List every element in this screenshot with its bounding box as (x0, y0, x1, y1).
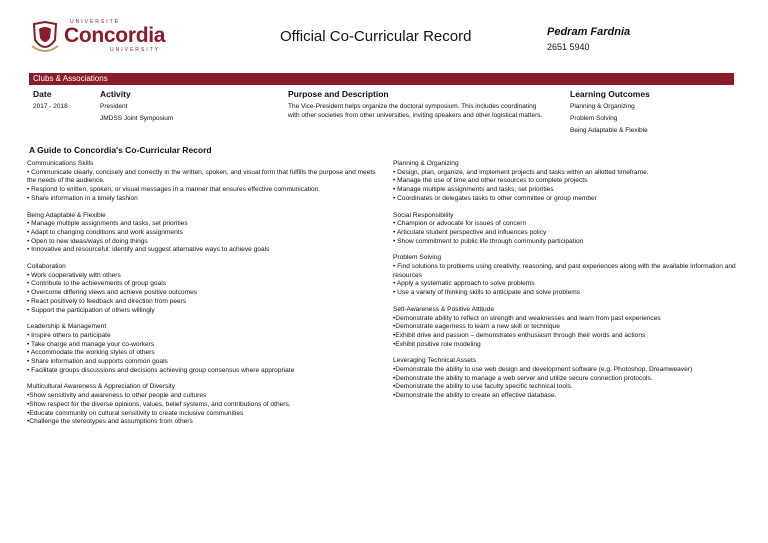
guide-section-leveraging-technical-assets (393, 357, 738, 401)
guide-bullet: • Accommodate the working styles of others (27, 349, 155, 357)
guide-bullet: • Support the participation of others willingly (27, 306, 155, 314)
guide-section-planning-organizing (393, 160, 738, 204)
guide-section-leadership-management (27, 323, 382, 375)
guide-bullet: • Use a variety of thinking skills to anticipate and solve problems (393, 289, 581, 297)
guide-section-heading: Self-Awareness & Positive Attitude (393, 305, 495, 313)
guide-section-social-responsibility (393, 212, 738, 247)
header-activity: Activity (100, 89, 131, 99)
guide-bullet: • Manage multiple assignments and tasks; set priorities (393, 186, 554, 194)
guide-bullet: • Manage multiple assignments and tasks, set priorities (27, 220, 188, 228)
guide-section-heading: Leveraging Technical Assets (393, 357, 477, 365)
guide-bullet: • Manage the use of time and other resources to complete projects (393, 177, 588, 185)
guide-bullet: • Adapt to changing conditions and work assignments (27, 228, 183, 236)
guide-bullet: • Articulate student perspective and influences policy (393, 228, 547, 236)
section-bar-clubs: Clubs & Associations (29, 73, 734, 85)
header-purpose: Purpose and Description (288, 89, 389, 99)
guide-bullet: •Demonstrate the ability to manage a web server and utilize secure connection protocols. (393, 374, 653, 382)
row-outcome-2: Problem Solving (570, 115, 618, 122)
guide-section-heading: Communications Skills (27, 160, 94, 167)
guide-bullet: •Show respect for the diverse opinions, values, belief systems, and contributions of others. (27, 400, 291, 408)
guide-section-collaboration (27, 263, 382, 315)
guide-right-column (393, 160, 738, 409)
guide-bullet: • Innovative and resourceful: identify and suggest alternative ways to achieve goals (27, 246, 270, 254)
logo-university-text: UNIVERSITY (110, 47, 161, 53)
guide-section-heading: Collaboration (27, 263, 66, 271)
guide-section-communications-skills (27, 160, 382, 204)
guide-bullet: •Demonstrate the ability to use web design and development software (e.g. Photoshop, Dreamweaver) (393, 366, 693, 374)
guide-bullet: •Demonstrate ability to reflect on strength and weaknesses and learn from past experiences (393, 314, 661, 322)
guide-bullet: • Design, plan, organize, and implement projects and tasks within an allotted timeframe. (393, 168, 649, 176)
guide-bullet: • Open to new ideas/ways of doing things (27, 237, 148, 245)
guide-bullet: • Share information in a timely fashion (27, 194, 138, 202)
concordia-crest-icon (30, 20, 60, 56)
logo-universite-text: UNIVERSITÉ (70, 19, 121, 25)
guide-left-column (27, 160, 382, 435)
concordia-logo (30, 18, 166, 60)
guide-bullet: • Coordinates or delegates tasks to other committee or group member (393, 194, 597, 202)
header-date: Date (33, 89, 52, 99)
row-activity-role: President (100, 103, 128, 110)
guide-bullet: • Communicate clearly, concisely and correctly in the written, spoken, and visual form that fulfills the purpose and meets the needs of the audience. (27, 168, 376, 185)
row-outcome-3: Being Adaptable & Flexible (570, 127, 648, 134)
guide-bullet: • Share information and supports common goals (27, 358, 168, 366)
guide-bullet: •Demonstrate the ability to use faculty specific technical tools. (393, 383, 573, 391)
guide-bullet: •Demonstrate eagerness to learn a new skill or technique (393, 323, 560, 331)
header-outcomes: Learning Outcomes (570, 89, 650, 99)
guide-section-self-awareness-positive-attitude (393, 306, 738, 350)
guide-bullet: •Show sensitivity and awareness to other people and cultures (27, 392, 207, 400)
guide-bullet: • Overcome differing views and achieve positive outcomes (27, 289, 198, 297)
guide-bullet: •Exhibit drive and passion – demonstrates enthusiasm through their words and actions (393, 331, 646, 339)
guide-section-heading: Problem Solving (393, 254, 442, 262)
row-outcome-1: Planning & Organizing (570, 103, 635, 110)
row-activity-name: JMDSS Joint Symposium (100, 115, 174, 122)
student-id: 2651 5940 (547, 42, 590, 52)
row-date: 2017 - 2018 (33, 103, 68, 110)
guide-bullet: • Contribute to the achievements of group goals (27, 280, 167, 288)
row-purpose: The Vice-President helps organize the doctoral symposium. This includes coordinating with other societies from other universities, inviting speakers and other logistical matters. (288, 103, 543, 119)
guide-bullet: • Work cooperatively with others (27, 271, 121, 279)
guide-bullet: •Exhibit positive role modeling (393, 340, 481, 348)
guide-section-heading: Social Responsibility (393, 211, 454, 219)
guide-bullet: • Find solutions to problems using creativity, reasoning, and past experiences along with the available information and resources (393, 263, 736, 279)
guide-section-heading: Being Adaptable & Flexible (27, 211, 106, 219)
guide-bullet: • Champion or advocate for issues of concern (393, 220, 527, 228)
guide-bullet: • React positively to feedback and direction from peers (27, 297, 187, 305)
guide-section-heading: Leadership & Management (27, 323, 107, 331)
guide-section-heading: Planning & Organizing (393, 160, 459, 167)
guide-bullet: •Demonstrate the ability to create an effective database. (393, 392, 557, 400)
guide-section-multicultural-awareness-appreciation-of-diversity (27, 383, 382, 427)
student-name: Pedram Fardnia (547, 26, 631, 38)
guide-bullet: • Facilitate groups discussions and decisions achieving group consensus where appropriate (27, 366, 295, 374)
guide-bullet: • Take charge and manage your co-workers (27, 340, 155, 348)
guide-bullet: • Apply a systematic approach to solve problems (393, 280, 535, 288)
guide-section-heading: Multicultural Awareness & Appreciation of Diversity (27, 383, 175, 391)
guide-bullet: • Respond to written, spoken, or visual messages in a manner that ensures effective communication. (27, 186, 321, 194)
guide-section-problem-solving (393, 254, 738, 298)
guide-bullet: •Educate community on cultural sensitivity to create inclusive communities (27, 409, 244, 417)
guide-bullet: • Show commitment to public life through community participation (393, 237, 584, 245)
guide-title: A Guide to Concordia's Co-Curricular Record (29, 145, 212, 155)
guide-bullet: • Inspire others to participate (27, 331, 111, 339)
guide-bullet: •Challenge the stereotypes and assumptions from others (27, 418, 193, 426)
guide-section-being-adaptable-flexible (27, 212, 382, 256)
logo-name-text: Concordia (64, 24, 166, 47)
page-title: Official Co-Curricular Record (280, 28, 472, 45)
